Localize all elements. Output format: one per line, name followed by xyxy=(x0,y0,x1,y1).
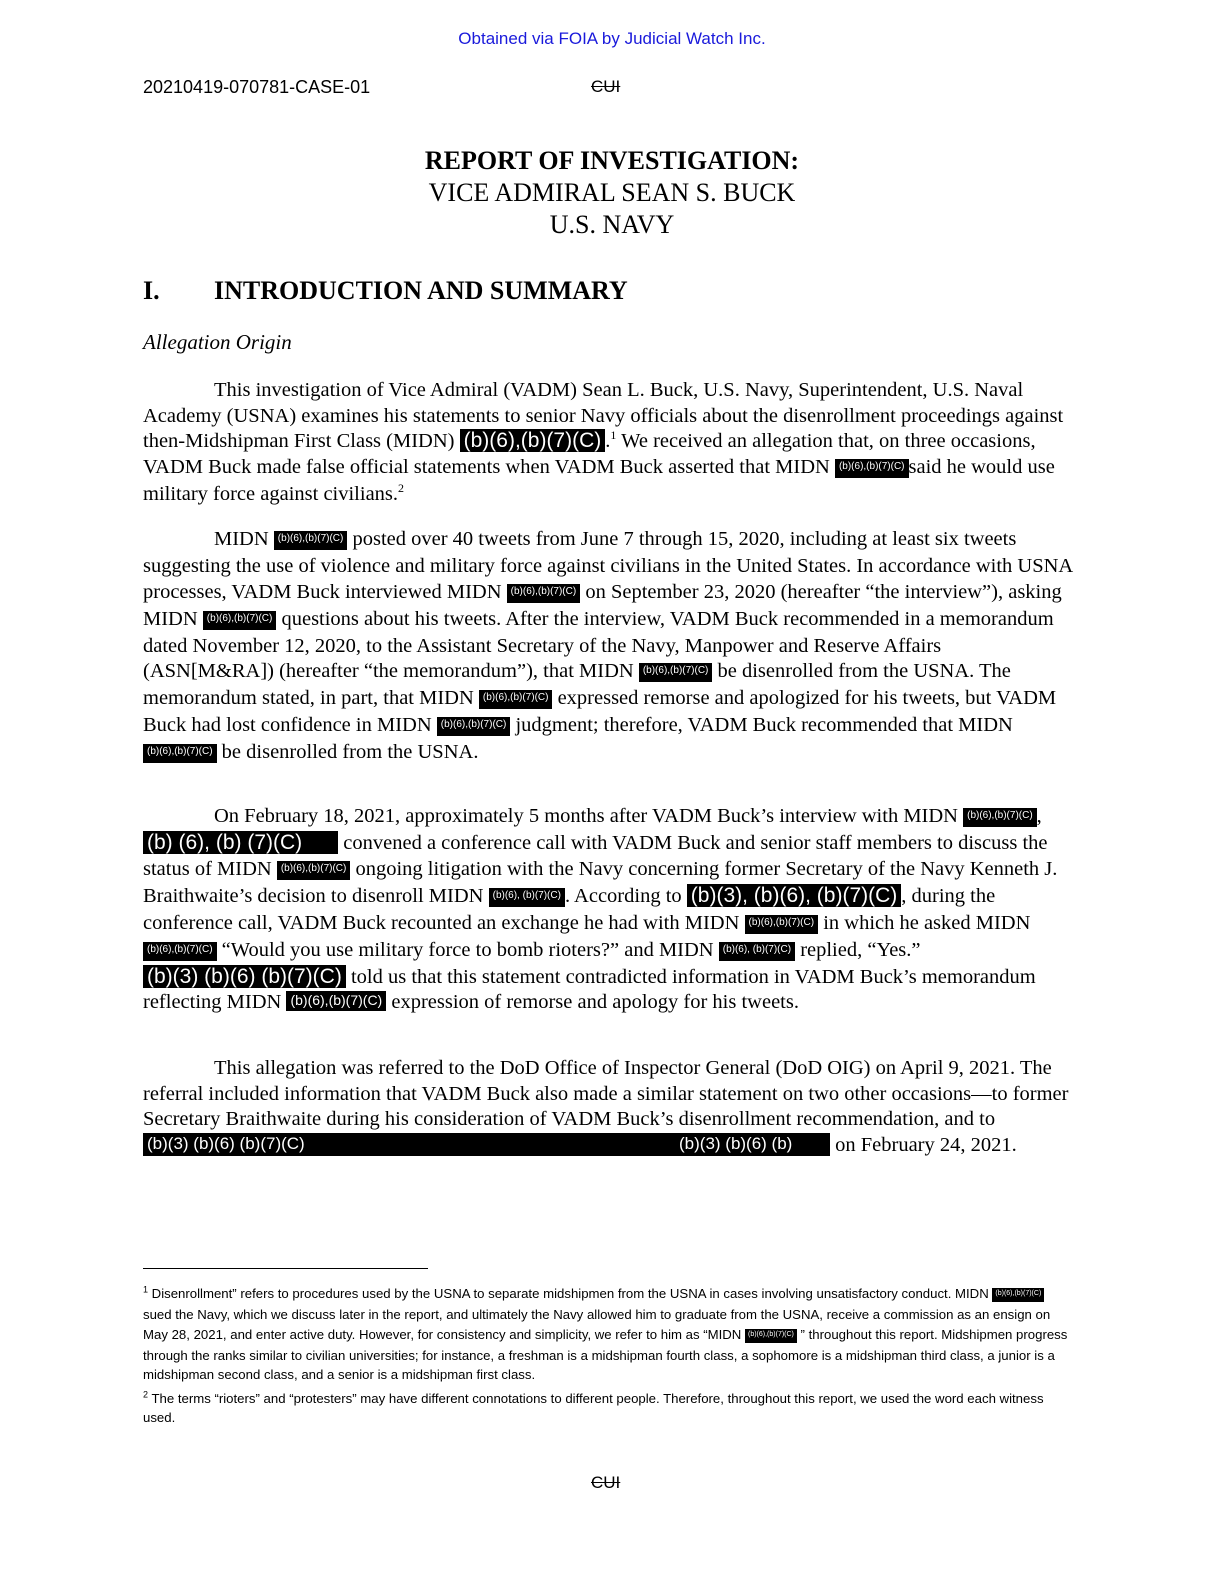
title-line-1: REPORT OF INVESTIGATION: xyxy=(424,146,800,175)
p3-text: , during the conference call, VADM Buck recounted an exchange he had with MIDN xyxy=(143,884,996,934)
redaction-box: (b)(6),(b)(7)(C) xyxy=(277,861,351,880)
redaction-box: (b)(6),(b)(7)(C) xyxy=(745,915,819,934)
p3-text: told us that this statement contradicted information in VADM Buck’s memorandum reflecting MIDN xyxy=(143,965,1036,1013)
redaction-box: (b)(6),(b)(7)(C) xyxy=(479,690,553,709)
p3-text: expression of remorse and apology for his tweets. xyxy=(386,991,799,1013)
redaction-box: (b)(3) (b)(6) (b) xyxy=(675,1133,830,1156)
p3-text: ongoing litigation with the Navy concerning former Secretary of the Navy Kenneth J. Braithwaite’s decision to disenroll MIDN xyxy=(143,857,1058,907)
footnote-2 xyxy=(143,1389,1073,1428)
p3-text: in which he asked MIDN xyxy=(818,911,1031,934)
p2-text: judgment; therefore, VADM Buck recommended that MIDN xyxy=(510,714,1013,736)
p2-text: questions about his tweets. After the interview, VADM Buck recommended in a memorandum dated November 12, 2020, to the Assistant Secretary of the Navy, Manpower and Reserve Affairs (ASN[M&RA]) (hereafter “the memorandum”), that MIDN xyxy=(143,607,1054,682)
redaction-box: (b)(6),(b)(7)(C) xyxy=(835,459,909,478)
redaction-box: (b)(3) (b)(6) (b)(7)(C) xyxy=(143,965,346,988)
redaction-box: (b)(6),(b)(7)(C) xyxy=(437,717,511,736)
redaction-box: (b)(6),(b)(7)(C) xyxy=(992,1288,1044,1302)
footnote-number: 2 xyxy=(143,1389,149,1400)
p1-text: We received an allegation that, on three occasions, VADM Buck made false official statements when VADM Buck asserted that MIDN xyxy=(143,430,1036,478)
p1-text: This investigation of Vice Admiral (VADM) Sean L. Buck, U.S. Navy, Superintendent, U.S. Naval Academy (USNA) examines his statements to senior Navy officials about the disenrollment proceedings against then-Midshipman First Class (MIDN) xyxy=(143,379,1064,452)
p3-text: . According to xyxy=(564,884,687,907)
footnote-text: Disenrollment” refers to procedures used by the USNA to separate midshipmen from the USNA in cases involving unsatisfactory conduct. MIDN xyxy=(148,1286,993,1301)
section-heading xyxy=(143,276,628,306)
subheading: Allegation Origin xyxy=(143,330,292,354)
p3-text: convened a conference call with VADM Buck and senior staff members to discuss the status of MIDN xyxy=(143,832,1048,880)
p2-text: on September 23, 2020 (hereafter “the interview”), asking MIDN xyxy=(143,580,1062,630)
cui-marking-top: CUI xyxy=(591,77,621,96)
footnote-number: 1 xyxy=(143,1284,149,1295)
redaction-box: (b)(6),(b)(7)(C) xyxy=(143,744,217,763)
p3-text: “Would you use military force to bomb rioters?” and MIDN xyxy=(216,938,719,961)
redaction-box: (b)(6),(b)(7)(C) xyxy=(286,991,386,1011)
paragraph-2 xyxy=(143,527,1073,767)
section-title: INTRODUCTION AND SUMMARY xyxy=(214,276,628,305)
report-title xyxy=(0,145,1224,241)
redaction-box: (b)(6),(b)(7)(C) xyxy=(639,663,713,682)
redaction-box: (b)(3), (b)(6), (b)(7)(C) xyxy=(687,884,901,907)
redaction-box: (b)(6),(b)(7)(C) xyxy=(274,531,348,550)
foia-watermark: Obtained via FOIA by Judicial Watch Inc. xyxy=(458,29,766,48)
paragraph-1: This investigation of Vice Admiral (VADM) Sean L. Buck, U.S. Navy, Superintendent, U.S. Naval Academy (USNA) examines his statements to senior Navy officials about the disenrollment proceedings against then-Midshipman First Class (MIDN) (b)(6),(b)(7)(C) .$^1$ We received an allegation that, on three occasions, VADM Buck made false official statements when VADM Buck asserted that MIDN (b)(6),(b)(7)(C) said he would use military force against civilians.$^2$ xyxy=(143,379,1064,505)
p2-text: MIDN xyxy=(214,528,274,550)
redaction-box: (b)(6),(b)(7)(C) xyxy=(507,584,581,603)
redaction-box: (b)(6),(b)(7)(C) xyxy=(460,429,606,452)
footnotes xyxy=(143,1284,1073,1432)
redaction-box: (b)(6),(b)(7)(C) xyxy=(745,1329,797,1343)
footnote-text: sued the Navy, which we discuss later in the report, and ultimately the Navy allowed him to graduate from the USNA, receive a commission as an ensign on May 28, 2021, and enter active duty. However, for consistency and simplicity, we refer to him as “MIDN xyxy=(143,1307,1051,1342)
redaction-box: (b) (6), (b) (7)(C) xyxy=(143,831,338,854)
p2-text: be disenrolled from the USNA. The memorandum stated, in part, that MIDN xyxy=(143,660,1011,709)
redaction-box: (b)(6), (b)(7)(C) xyxy=(489,888,565,907)
p2-text: posted over 40 tweets from June 7 through 15, 2020, including at least six tweets suggesting the use of violence and military force against civilians in the United States. In accordance with USNA processes, VADM Buck interviewed MIDN xyxy=(143,528,1073,603)
case-number: 20210419-070781-CASE-01 xyxy=(143,77,371,97)
redaction-box: (b)(6),(b)(7)(C) xyxy=(143,942,217,961)
p2-text: be disenrolled from the USNA. xyxy=(216,741,479,763)
p1-text: said he would use military force against civilians. xyxy=(143,455,1055,505)
paragraph-3 xyxy=(143,804,1073,1016)
paragraph-4 xyxy=(143,1056,1073,1158)
footnote-text: ” throughout this report. Midshipmen progress through the ranks similar to civilian universities; for instance, a freshman is a midshipman fourth class, a sophomore is a midshipman third class, a junior is a midshipman second class, and a senior is a midshipman first class. xyxy=(143,1326,1068,1382)
redaction-box: (b)(3) (b)(6) (b)(7)(C) xyxy=(143,1133,675,1156)
footnote-divider xyxy=(143,1268,428,1269)
footnote-text: The terms “rioters” and “protesters” may have different connotations to different people. Therefore, throughout this report, we used the word each witness used. xyxy=(143,1390,1044,1425)
footnote-ref: 2 xyxy=(398,480,405,495)
p2-text: expressed remorse and apologized for his tweets, but VADM Buck had lost confidence in MIDN xyxy=(143,687,1057,736)
cui-marking-bottom: CUI xyxy=(591,1473,621,1492)
title-line-2: VICE ADMIRAL SEAN S. BUCK xyxy=(428,178,796,207)
redaction-box: (b)(6),(b)(7)(C) xyxy=(963,808,1037,827)
p4-text: This allegation was referred to the DoD Office of Inspector General (DoD OIG) on April 9, 2021. The referral included information that VADM Buck also made a similar statement on two other occasions—to former Secretary Braithwaite during his consideration of VADM Buck’s disenrollment recommendation, and to xyxy=(143,1057,1069,1130)
footnote-ref: 1 xyxy=(610,428,617,443)
p3-text: replied, “Yes.” xyxy=(795,938,921,961)
title-line-3: U.S. NAVY xyxy=(549,210,675,239)
footnote-1 xyxy=(143,1284,1073,1385)
redaction-box: (b)(6),(b)(7)(C) xyxy=(203,611,277,630)
p3-text: On February 18, 2021, approximately 5 months after VADM Buck’s interview with MIDN xyxy=(214,805,964,827)
p4-text: on February 24, 2021. xyxy=(830,1133,1017,1156)
section-number: I. xyxy=(143,276,160,305)
p3-text: , xyxy=(1036,805,1042,827)
redaction-box: (b)(6), (b)(7)(C) xyxy=(719,942,795,961)
